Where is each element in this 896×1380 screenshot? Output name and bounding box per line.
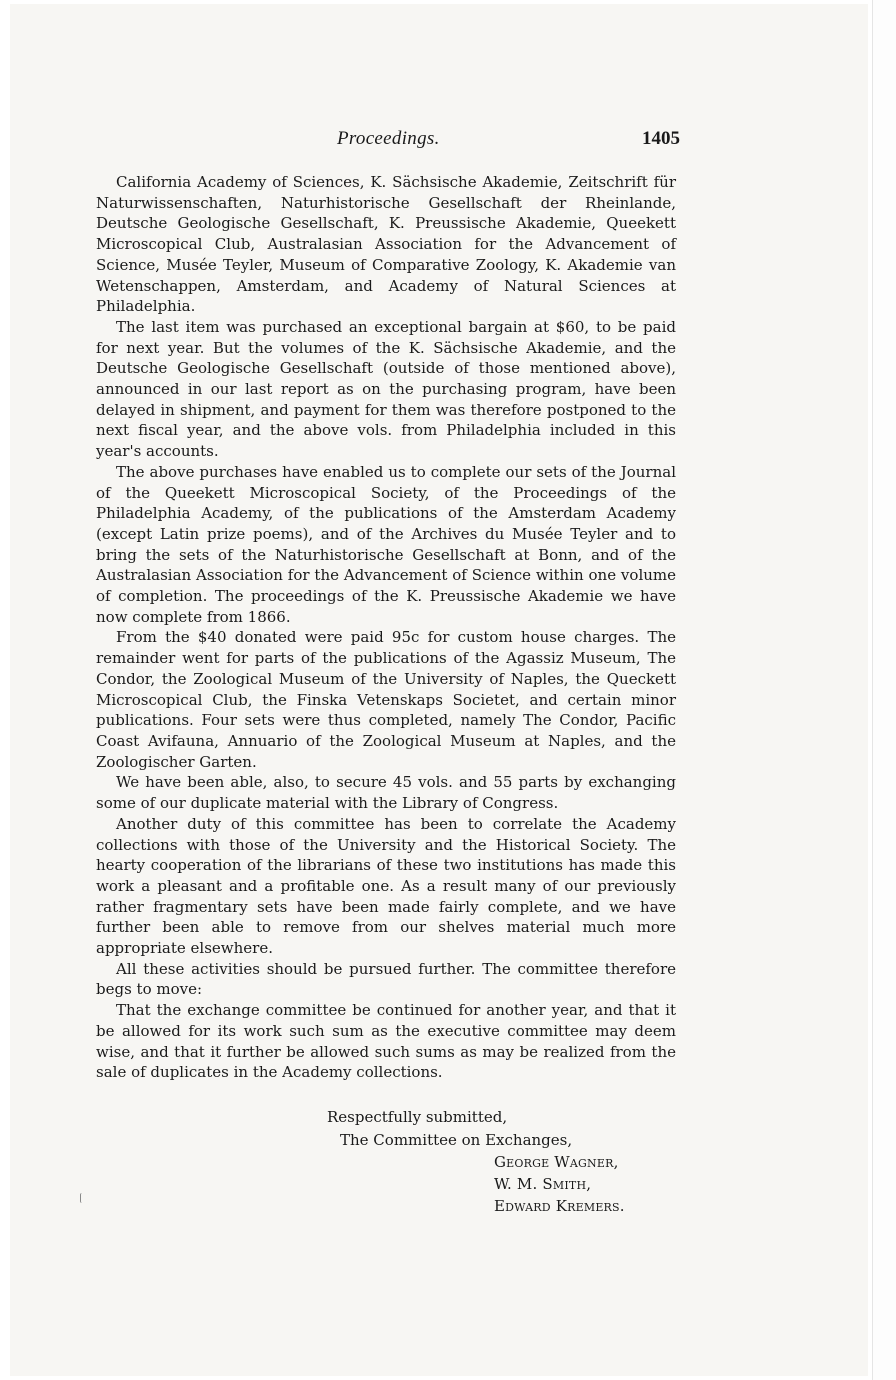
signatory-name: W. M. Smith, [494, 1175, 592, 1193]
scan-speck [80, 1193, 84, 1203]
paragraph-correlation: Another duty of this committee has been to correlate the Academy collections with those of the University and the Historical Society. The hearty cooperation of the librarians of these two institutions has made this work a pleasant and a profitable one. As a result many of our previously rather fragmentary sets have been made fairly complete, and we have further been able to remove from our shelves material much more appropriate elsewhere. [96, 814, 676, 958]
paragraph-donation: From the $40 donated were paid 95c for custom house charges. The remainder went for parts of the publications of the Agassiz Museum, The Condor, the Zoological Museum of the University of Naples, the Queckett Microscopical Club, the Finska Vetenskaps Societet, and certain minor publications. Four sets were thus completed, namely The Condor, Pacific Coast Avifauna, Annuario of the Zoological Museum at Naples, and the Zoologischer Garten. [96, 628, 676, 771]
paragraph-institutions: California Academy of Sciences, K. Sächsische Akademie, Zeitschrift für Naturwissenschaften, Naturhistorische Gesellschaft der Rheinlande, Deutsche Geologische Gesellschaft, K. Preussische Akademie, Queekett Microscopical Club, Australasian Association for the Advancement of Science, Musée Teyler, Museum of Comparative Zoology, K. Akademie van Wetenschappen, Amsterdam, and Academy of Natural Sciences at Philadelphia. [96, 173, 676, 316]
signatory-name: Edward Kremers. [494, 1197, 625, 1215]
paragraph-purchase-bargain: The last item was purchased an exceptional bargain at $60, to be paid for next year. But the volumes of the K. Sächsische Akademie, and the Deutsche Geologische Gesellschaft (outside of those mentioned above), announced in our last report as on the purchasing program, have been delayed in shipment, and payment for them was therefore postponed to the next fiscal year, and the above vols. from Philadelphia included in this year's accounts. [96, 317, 676, 461]
page-number: 1405 [642, 128, 680, 149]
paragraph-motion: That the exchange committee be continued for another year, and that it be allowed for its work such sum as the executive committee may deem wise, and that it further be allowed such sums as may be realized from the sale of duplicates in the Academy collections. [96, 1001, 676, 1082]
running-head [0, 128, 896, 158]
signature-closing: Respectfully submitted, [327, 1108, 508, 1126]
paragraph-completed-sets: The above purchases have enabled us to complete our sets of the Journal of the Queekett Microscopical Society, of the Proceedings of the Philadelphia Academy, of the publications of the Amsterdam Academy (except Latin prize poems), and of the Archives du Musée Teyler and to bring the sets of the Naturhistorische Gesellschaft at Bonn, and of the Australasian Association for the Advancement of Science within one volume of completion. The proceedings of the K. Preussische Akademie we have now complete from 1866. [96, 462, 676, 626]
signature-committee: The Committee on Exchanges, [340, 1131, 573, 1149]
signatory-name: George Wagner, [494, 1153, 619, 1171]
signature-block [0, 1108, 896, 1218]
paragraph-library-of-congress: We have been able, also, to secure 45 vols. and 55 parts by exchanging some of our duplicate material with the Library of Congress. [96, 773, 676, 813]
running-title: Proceedings. [337, 128, 440, 149]
body-text [96, 172, 676, 1083]
paragraph-pursue-further: All these activities should be pursued further. The committee therefore begs to move: [96, 959, 676, 999]
